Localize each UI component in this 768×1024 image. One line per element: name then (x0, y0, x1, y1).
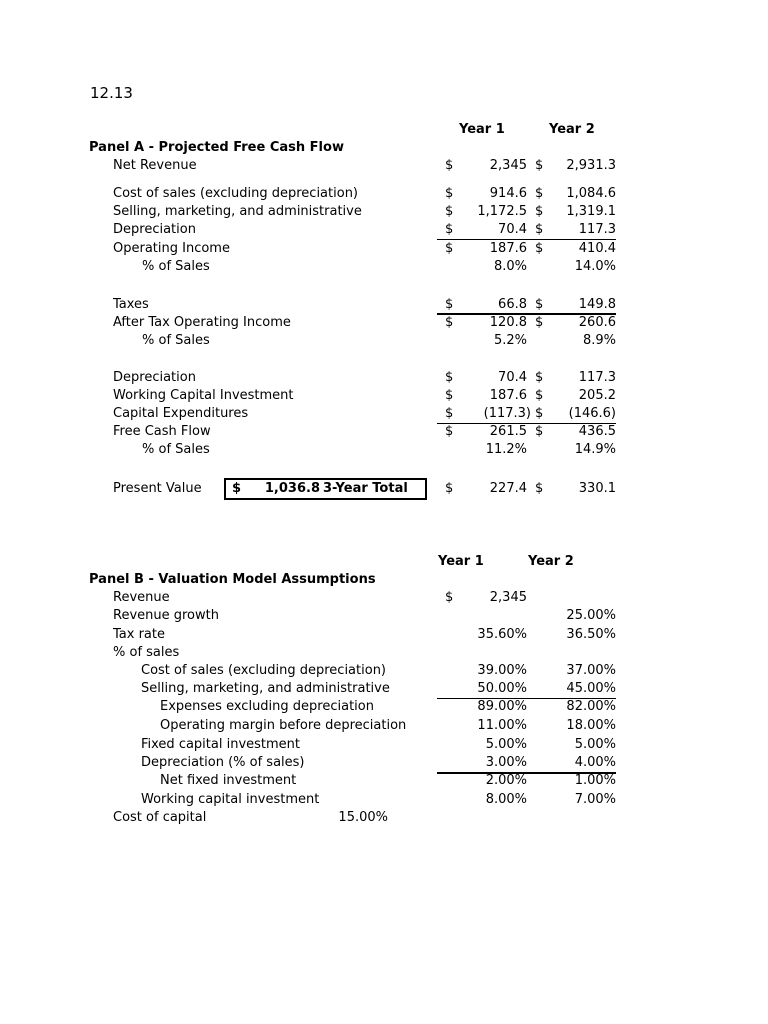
row-label-depreciation: Depreciation (113, 222, 196, 237)
row-label-revenue-growth: Revenue growth (113, 608, 219, 623)
cell-dep-pct-y1: 3.00% (485, 755, 527, 770)
cell-depreciation-y1: 70.4 (498, 222, 527, 237)
row-label-expenses-ex-dep: Expenses excluding depreciation (160, 699, 374, 714)
row-label-b-sga: Selling, marketing, and administrative (141, 681, 390, 696)
cell-revenue-growth-y2: 25.00% (566, 608, 616, 623)
cell-depreciation-2-y1: 70.4 (498, 370, 527, 385)
dollar-sign: $ (445, 406, 454, 421)
dollar-sign: $ (535, 388, 544, 403)
cell-tax-rate-y1: 35.60% (477, 627, 527, 642)
row-label-sga: Selling, marketing, and administrative (113, 204, 362, 219)
cell-after-tax-oi-y2: 260.6 (578, 315, 616, 330)
cell-fcf-y2: 436.5 (578, 424, 616, 439)
dollar-sign: $ (445, 315, 454, 330)
cell-net-revenue-y2: 2,931.3 (566, 158, 616, 173)
cell-oi-pct-y1: 8.0% (493, 259, 527, 274)
row-label-cost-of-sales: Cost of sales (excluding depreciation) (113, 186, 359, 201)
row-label-tax-rate: Tax rate (113, 627, 165, 642)
cell-b-sga-y1: 50.00% (477, 681, 527, 696)
cell-op-margin-y2: 18.00% (566, 718, 616, 733)
dollar-sign: $ (535, 424, 544, 439)
cell-sga-y2: 1,319.1 (566, 204, 616, 219)
row-label-net-fixed: Net fixed investment (160, 773, 297, 788)
row-label-b-cost-of-sales: Cost of sales (excluding depreciation) (141, 663, 387, 678)
cell-taxes-y1: 66.8 (498, 297, 527, 312)
row-label-b-wci: Working capital investment (141, 792, 320, 807)
row-label-cost-of-capital: Cost of capital (113, 810, 207, 825)
dollar-sign: $ (535, 481, 544, 496)
row-label-wci: Working Capital Investment (113, 388, 294, 403)
row-label-dep-pct: Depreciation (% of sales) (141, 755, 305, 770)
cell-fcf-pct-y2: 14.9% (574, 442, 616, 457)
panel-a-year1-header: Year 1 (459, 122, 505, 137)
cell-wci-y1: 187.6 (489, 388, 527, 403)
cell-capex-y1: (117.3) (483, 406, 531, 421)
cell-expenses-ex-dep-y2: 82.00% (566, 699, 616, 714)
dollar-sign: $ (535, 315, 544, 330)
cell-b-sga-y2: 45.00% (566, 681, 616, 696)
dollar-sign: $ (535, 222, 544, 237)
pv-total-value: 1,036.8 (264, 481, 320, 496)
row-label-capex: Capital Expenditures (113, 406, 249, 421)
dollar-sign: $ (535, 186, 544, 201)
dollar-sign: $ (445, 481, 454, 496)
panel-b-title: Panel B - Valuation Model Assumptions (89, 572, 376, 587)
cell-operating-income-y1: 187.6 (489, 241, 527, 256)
cell-net-fixed-y1: 2.00% (485, 773, 527, 788)
row-label-oi-pct: % of Sales (142, 259, 210, 274)
row-label-present-value: Present Value (113, 481, 202, 496)
row-label-fixed-cap: Fixed capital investment (141, 737, 301, 752)
row-label-pct-of-sales: % of sales (113, 645, 180, 660)
dollar-sign: $ (445, 297, 454, 312)
dollar-sign: $ (445, 204, 454, 219)
cell-dep-pct-y2: 4.00% (574, 755, 616, 770)
row-label-taxes: Taxes (113, 297, 149, 312)
cell-b-wci-y2: 7.00% (574, 792, 616, 807)
dollar-sign: $ (445, 388, 454, 403)
cell-wci-y2: 205.2 (578, 388, 616, 403)
pv-total-box (224, 478, 427, 500)
pv-total-label: 3-Year Total (323, 481, 408, 496)
dollar-sign: $ (535, 241, 544, 256)
row-label-revenue: Revenue (113, 590, 170, 605)
cell-after-tax-oi-y1: 120.8 (489, 315, 527, 330)
cell-cost-of-sales-y1: 914.6 (489, 186, 527, 201)
subtotal-underline (437, 239, 616, 240)
row-label-fcf: Free Cash Flow (113, 424, 211, 439)
panel-a-title: Panel A - Projected Free Cash Flow (89, 140, 344, 155)
dollar-sign: $ (445, 186, 454, 201)
cell-b-cost-of-sales-y1: 39.00% (477, 663, 527, 678)
row-label-after-tax-oi: After Tax Operating Income (113, 315, 291, 330)
dollar-sign: $ (445, 370, 454, 385)
row-label-atoi-pct: % of Sales (142, 333, 210, 348)
row-label-fcf-pct: % of Sales (142, 442, 210, 457)
cell-depreciation-2-y2: 117.3 (578, 370, 616, 385)
cell-fcf-pct-y1: 11.2% (485, 442, 527, 457)
cell-oi-pct-y2: 14.0% (574, 259, 616, 274)
cell-fcf-y1: 261.5 (489, 424, 527, 439)
cell-pv-y1: 227.4 (489, 481, 527, 496)
cell-taxes-y2: 149.8 (578, 297, 616, 312)
dollar-sign: $ (445, 158, 454, 173)
cell-fixed-cap-y2: 5.00% (574, 737, 616, 752)
cell-net-revenue-y1: 2,345 (489, 158, 527, 173)
row-label-operating-income: Operating Income (113, 241, 230, 256)
panel-b-year2-header: Year 2 (528, 554, 574, 569)
row-label-net-revenue: Net Revenue (113, 158, 197, 173)
cell-tax-rate-y2: 36.50% (566, 627, 616, 642)
cell-sga-y1: 1,172.5 (477, 204, 527, 219)
cell-operating-income-y2: 410.4 (578, 241, 616, 256)
dollar-sign: $ (535, 204, 544, 219)
cell-b-wci-y1: 8.00% (485, 792, 527, 807)
dollar-sign: $ (535, 370, 544, 385)
cell-atoi-pct-y2: 8.9% (582, 333, 616, 348)
cell-expenses-ex-dep-y1: 89.00% (477, 699, 527, 714)
dollar-sign: $ (535, 158, 544, 173)
row-label-depreciation-2: Depreciation (113, 370, 196, 385)
cell-net-fixed-y2: 1.00% (574, 773, 616, 788)
panel-a-year2-header: Year 2 (549, 122, 595, 137)
cell-pv-y2: 330.1 (578, 481, 616, 496)
dollar-sign: $ (445, 241, 454, 256)
problem-number: 12.13 (90, 84, 133, 102)
cell-atoi-pct-y1: 5.2% (493, 333, 527, 348)
dollar-sign: $ (445, 424, 454, 439)
dollar-sign: $ (445, 222, 454, 237)
cell-cost-of-capital: 15.00% (338, 810, 388, 825)
cell-b-cost-of-sales-y2: 37.00% (566, 663, 616, 678)
dollar-sign: $ (535, 406, 544, 421)
pv-total-dollar: $ (232, 481, 242, 496)
dollar-sign: $ (535, 297, 544, 312)
cell-depreciation-y2: 117.3 (578, 222, 616, 237)
cell-revenue-y1: 2,345 (489, 590, 527, 605)
cell-capex-y2: (146.6) (568, 406, 616, 421)
row-label-op-margin: Operating margin before depreciation (160, 718, 407, 733)
cell-op-margin-y1: 11.00% (477, 718, 527, 733)
panel-b-year1-header: Year 1 (438, 554, 484, 569)
dollar-sign: $ (445, 590, 454, 605)
cell-cost-of-sales-y2: 1,084.6 (566, 186, 616, 201)
cell-fixed-cap-y1: 5.00% (485, 737, 527, 752)
